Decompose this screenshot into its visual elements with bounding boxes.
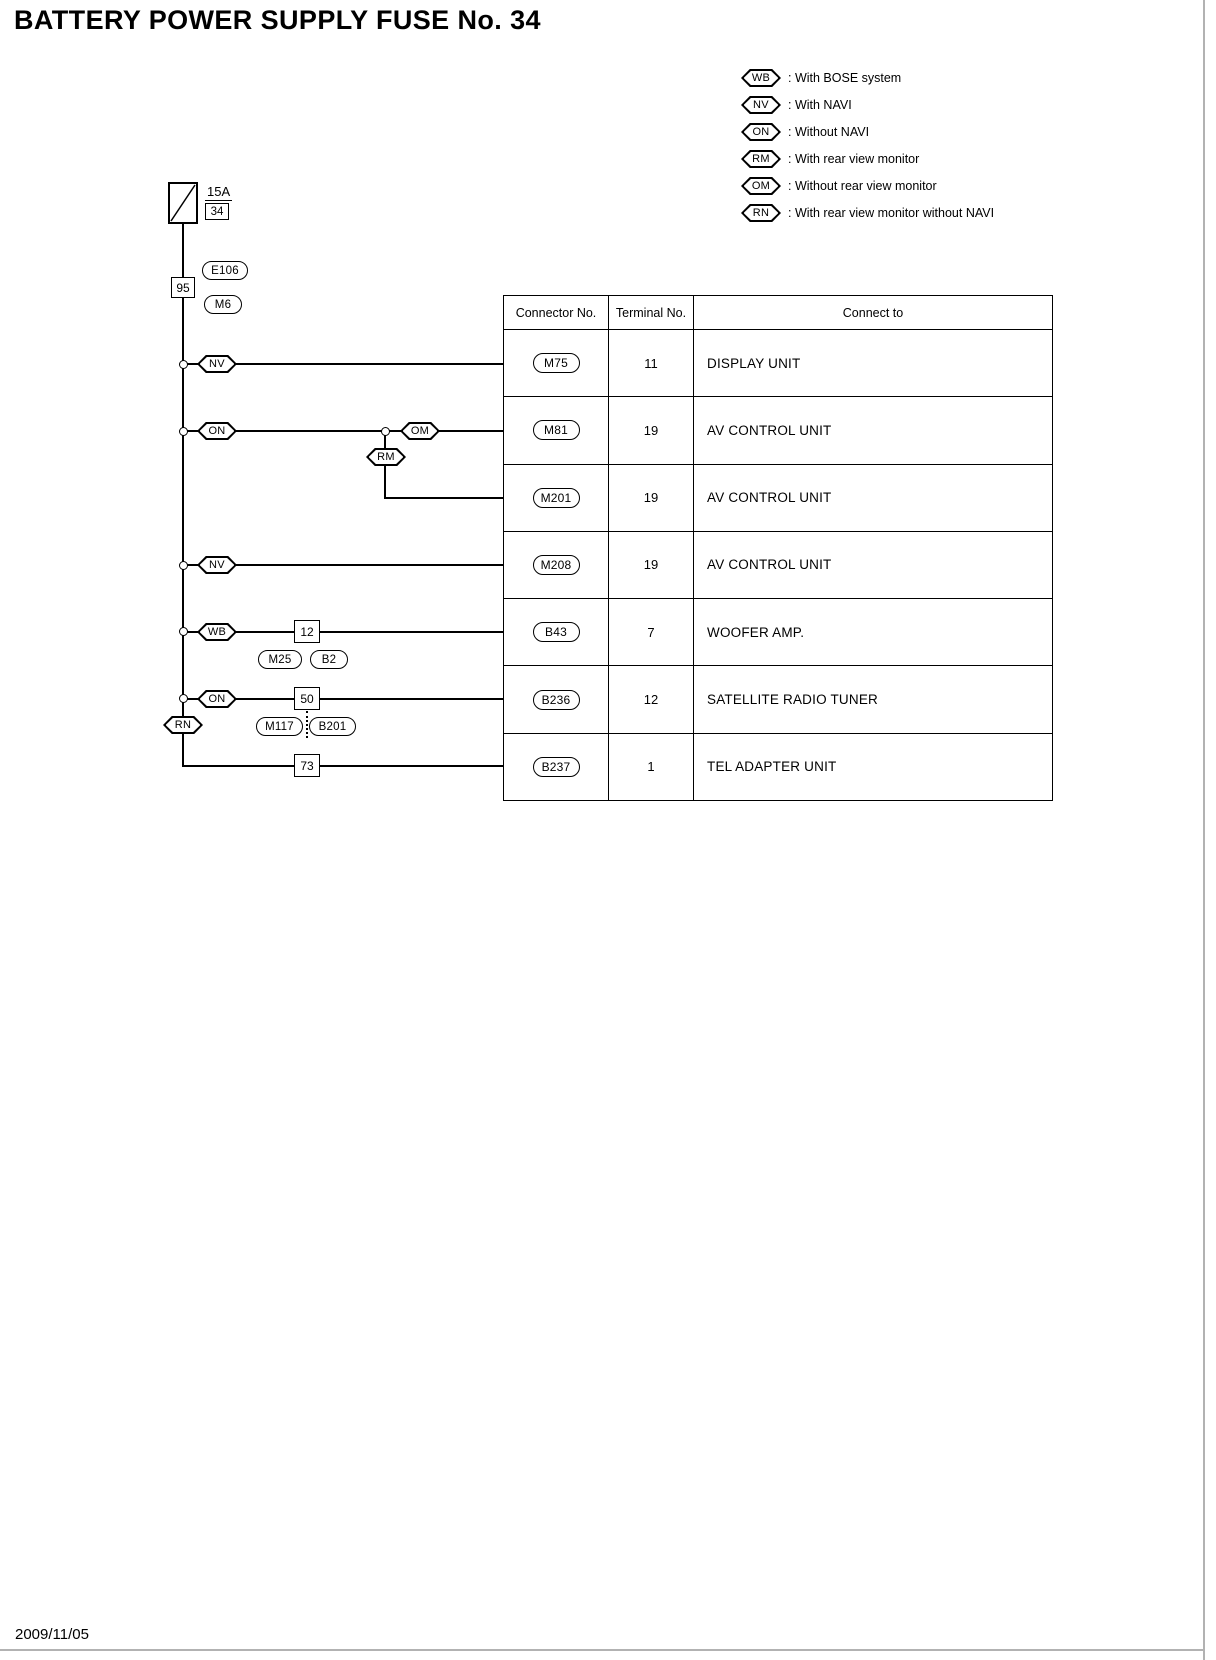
wire-main-vertical (182, 224, 184, 767)
col-header-connect-to: Connect to (842, 305, 904, 320)
connector-badge-m6: M6 (204, 295, 242, 314)
connector-badge-e106: E106 (202, 261, 248, 280)
connector-label: B236 (541, 692, 571, 707)
table-row (504, 665, 1052, 732)
terminal-no: 12 (609, 666, 694, 732)
terminal-no: 19 (609, 532, 694, 598)
legend-row-rn (741, 204, 994, 222)
connect-to: SATELLITE RADIO TUNER (707, 692, 878, 708)
terminal-box-73: 73 (294, 754, 320, 777)
connector-badge (533, 420, 580, 440)
table-row (504, 598, 1052, 665)
option-badge-on: ON (197, 422, 237, 440)
legend-badge-on: ON (741, 123, 781, 141)
connector-badge (533, 622, 580, 642)
col-header-terminal-no: Terminal No. (609, 296, 694, 329)
col-header-connector-no: Connector No. (504, 296, 609, 329)
connector-badge (533, 757, 580, 777)
terminal-box-95: 95 (171, 277, 195, 298)
connect-to: AV CONTROL UNIT (707, 490, 832, 506)
legend-badge-rm: RM (741, 150, 781, 168)
junction-dot (381, 427, 390, 436)
revision-date: 2009/11/05 (15, 1626, 89, 1643)
page-edge-right (1203, 0, 1205, 1660)
connector-badge (533, 488, 580, 508)
legend-row-on (741, 123, 869, 141)
junction-dot (179, 427, 188, 436)
wire-dotted-b201 (306, 711, 308, 738)
legend-row-wb (741, 69, 901, 87)
connect-to: DISPLAY UNIT (707, 355, 801, 371)
connector-badge-b2: B2 (310, 650, 348, 669)
terminal-no: 19 (609, 397, 694, 463)
connector-badge-b201: B201 (309, 717, 356, 736)
fuse-icon (168, 182, 198, 224)
legend-label: : With BOSE system (788, 71, 902, 85)
table-row (504, 396, 1052, 463)
legend-label: : With rear view monitor (788, 152, 920, 166)
terminal-no: 19 (609, 465, 694, 531)
option-badge-on: ON (197, 690, 237, 708)
junction-dot (179, 360, 188, 369)
terminal-box-12: 12 (294, 620, 320, 643)
legend-badge-wb: WB (741, 69, 781, 87)
fuse-number-box: 34 (205, 203, 229, 220)
connector-badge (533, 690, 580, 710)
connector-label: M75 (544, 356, 568, 371)
junction-dot (179, 627, 188, 636)
table-row (504, 733, 1052, 800)
page-title: BATTERY POWER SUPPLY FUSE No. 34 (14, 5, 541, 35)
page-edge-bottom (0, 1649, 1205, 1651)
legend-label: : Without NAVI (788, 125, 870, 139)
connector-badge-m25: M25 (258, 650, 302, 669)
option-badge-rm: RM (366, 448, 406, 466)
connect-to: AV CONTROL UNIT (707, 422, 832, 438)
junction-dot (179, 561, 188, 570)
junction-dot (179, 694, 188, 703)
connector-label: B237 (541, 759, 571, 774)
connector-badge (533, 555, 580, 575)
legend-row-rm (741, 150, 919, 168)
option-badge-om: OM (400, 422, 440, 440)
option-badge-nv: NV (197, 556, 237, 574)
legend-badge-om: OM (741, 177, 781, 195)
table-row (504, 330, 1052, 396)
connector-label: B43 (545, 625, 567, 640)
legend-row-nv (741, 96, 852, 114)
fuse-rating-label: 15A (207, 184, 231, 199)
option-badge-rn: RN (163, 716, 203, 734)
connector-badge (533, 353, 580, 373)
terminal-box-50: 50 (294, 687, 320, 710)
connect-to: TEL ADAPTER UNIT (707, 759, 837, 775)
table-row (504, 531, 1052, 598)
connector-table (503, 295, 1053, 801)
legend-label: : With NAVI (788, 98, 852, 112)
connect-to: WOOFER AMP. (707, 624, 805, 640)
legend-row-om (741, 177, 937, 195)
option-badge-wb: WB (197, 623, 237, 641)
legend-label: : With rear view monitor without NAVI (788, 206, 995, 220)
terminal-no: 11 (609, 330, 694, 396)
terminal-no: 7 (609, 599, 694, 665)
table-header-row (504, 296, 1052, 330)
connector-label: M81 (544, 423, 568, 438)
table-row (504, 464, 1052, 531)
legend-badge-nv: NV (741, 96, 781, 114)
connector-label: M201 (540, 490, 572, 505)
terminal-no: 1 (609, 734, 694, 800)
connector-label: M208 (540, 557, 572, 572)
connect-to: AV CONTROL UNIT (707, 557, 832, 573)
wire-branch-b237 (182, 765, 503, 767)
wire-branch-m201 (384, 497, 503, 499)
option-badge-nv: NV (197, 355, 237, 373)
connector-badge-m117: M117 (256, 717, 303, 736)
legend-badge-rn: RN (741, 204, 781, 222)
legend-label: : Without rear view monitor (788, 179, 937, 193)
